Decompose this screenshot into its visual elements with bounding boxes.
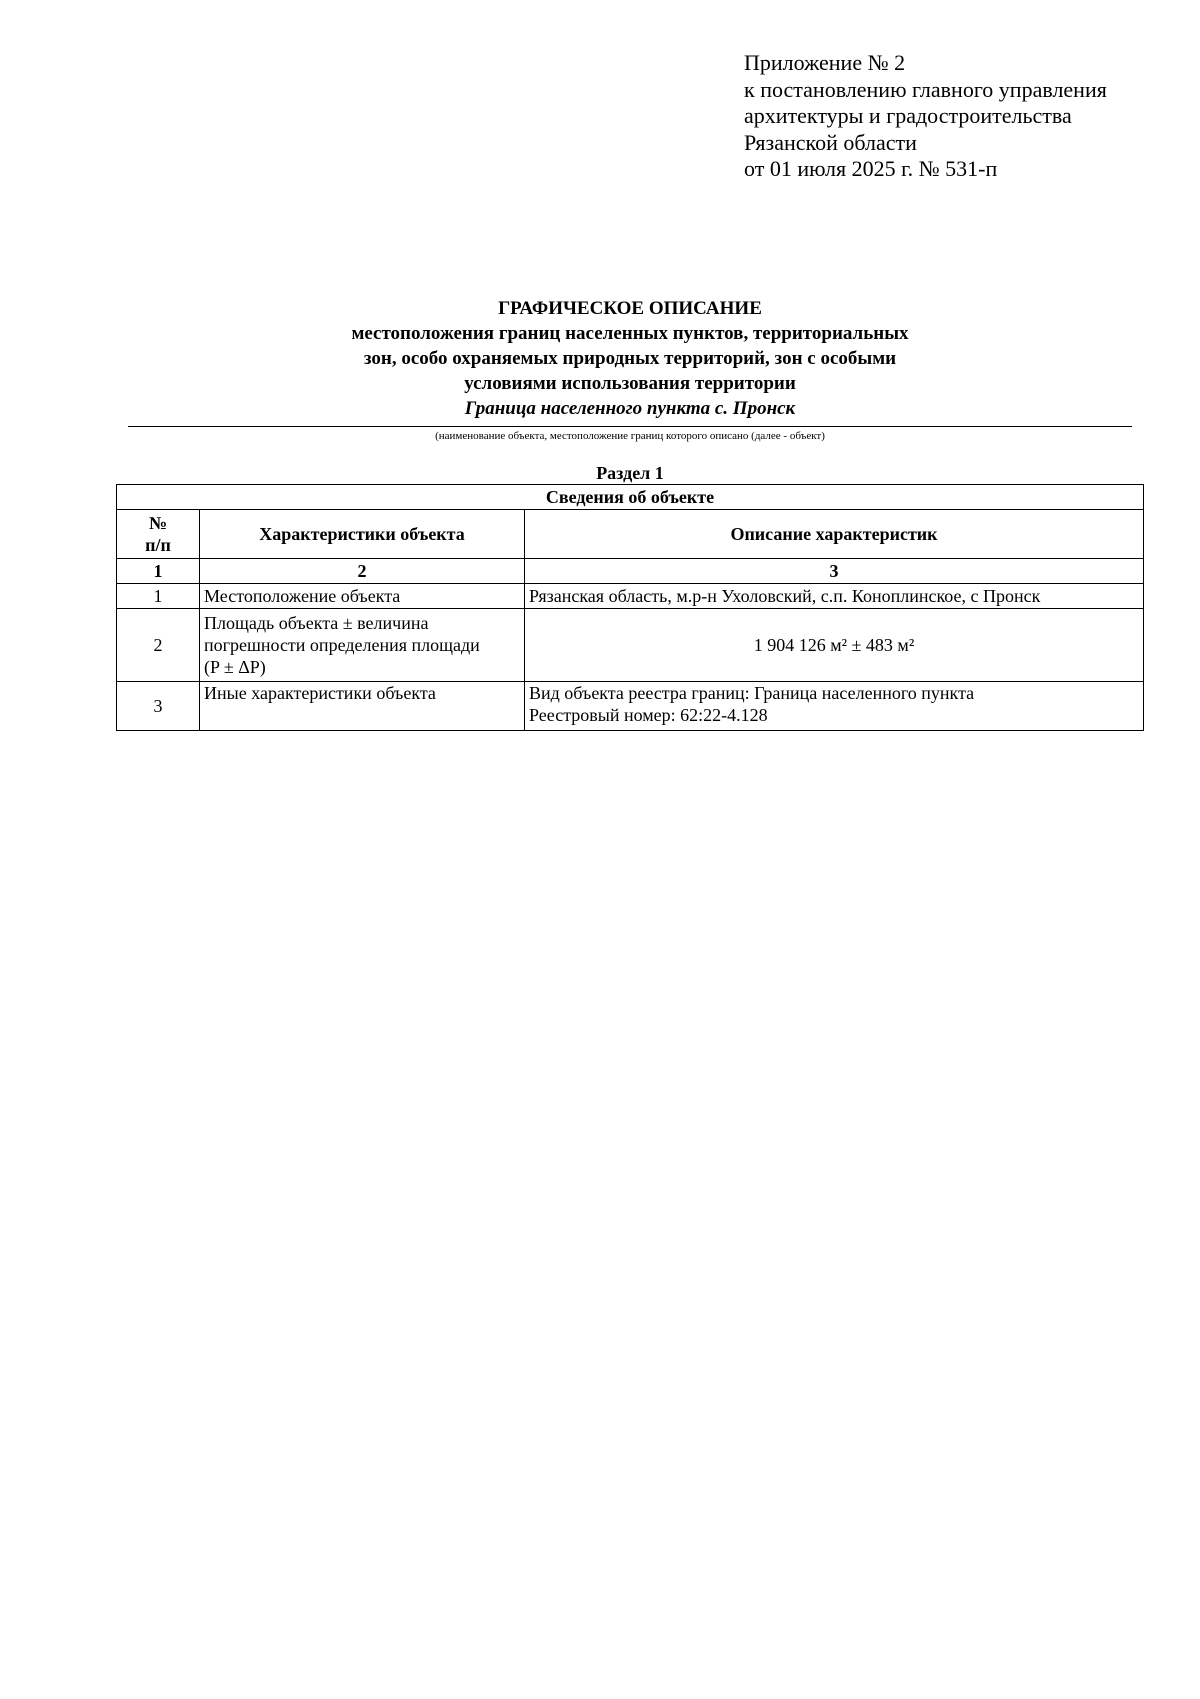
row-characteristic: Местоположение объекта (200, 584, 525, 609)
table-row (117, 584, 1144, 609)
row-description: Рязанская область, м.р-н Ухоловский, с.п. Коноплинское, с Пронск (525, 584, 1144, 609)
row-characteristic-line: погрешности определения площади (204, 635, 480, 655)
row-characteristic (200, 609, 525, 682)
index-cell: 2 (200, 559, 525, 584)
annex-block (744, 50, 1107, 183)
annex-line: от 01 июля 2025 г. № 531-п (744, 156, 998, 181)
row-description: 1 904 126 м² ± 483 м² (525, 609, 1144, 682)
index-cell: 1 (117, 559, 200, 584)
annex-line: архитектуры и градостроительства (744, 103, 1072, 128)
header-num-line: п/п (145, 535, 171, 555)
row-characteristic-line: Площадь объекта ± величина (204, 613, 429, 633)
table-row (117, 682, 1144, 731)
annex-line: Рязанской области (744, 129, 917, 155)
row-num: 2 (117, 609, 200, 682)
row-description-line: Реестровый номер: 62:22-4.128 (529, 705, 768, 725)
object-name: Граница населенного пункта с. Пронск (464, 398, 796, 419)
row-characteristic: Иные характеристики объекта (200, 682, 525, 731)
header-num-line: № (148, 513, 168, 533)
row-num: 3 (117, 682, 200, 731)
document-title-block (128, 296, 1132, 421)
object-name-caption: (наименование объекта, местоположение границ которого описано (далее - объект) (435, 430, 825, 442)
annex-line: к постановлению главного управления (744, 76, 1107, 102)
table-caption: Сведения об объекте (117, 485, 1144, 510)
row-num: 1 (117, 584, 200, 609)
table-row (117, 609, 1144, 682)
table-caption-row (117, 485, 1144, 510)
document-title: ГРАФИЧЕСКОЕ ОПИСАНИЕ (498, 298, 762, 319)
row-characteristic-line: (P ± ΔP) (204, 657, 266, 677)
document-subtitle-line: местоположения границ населенных пунктов, территориальных (351, 323, 909, 344)
row-description (525, 682, 1144, 731)
object-info-table (116, 484, 1144, 731)
document-subtitle-line: условиями использования территории (464, 373, 796, 394)
section-title: Раздел 1 (596, 463, 664, 483)
table-header-row (117, 510, 1144, 559)
document-subtitle-line: зон, особо охраняемых природных территорий, зон с особыми (363, 348, 897, 369)
header-num (117, 510, 200, 559)
header-description: Описание характеристик (525, 510, 1144, 559)
index-cell: 3 (525, 559, 1144, 584)
header-characteristics: Характеристики объекта (200, 510, 525, 559)
annex-line: Приложение № 2 (744, 50, 906, 75)
row-description-line: Вид объекта реестра границ: Граница населенного пункта (529, 683, 975, 703)
object-name-underline (128, 426, 1132, 427)
table-index-row (117, 559, 1144, 584)
